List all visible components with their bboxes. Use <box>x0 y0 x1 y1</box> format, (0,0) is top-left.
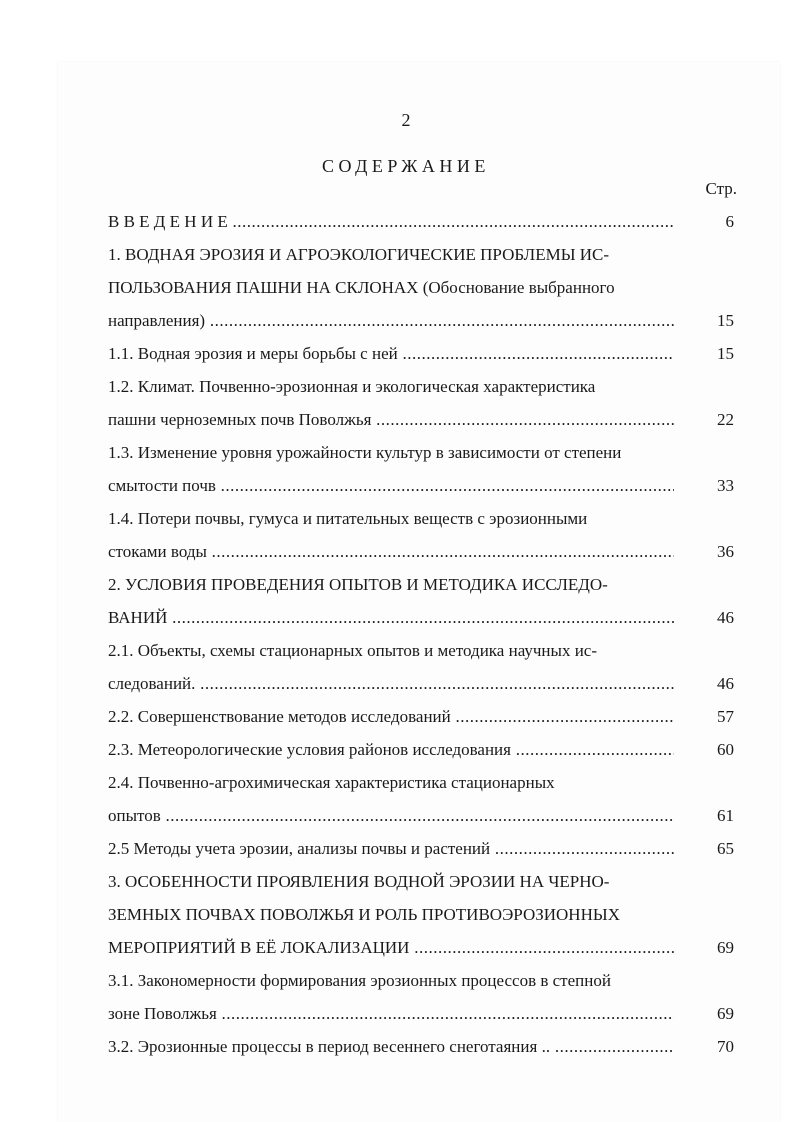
toc-entry <box>108 538 734 566</box>
toc-entry-page: 6 <box>725 212 734 231</box>
toc-entry-title: 1.3. Изменение уровня урожайности культур в зависимости от степени <box>108 443 622 462</box>
toc-entry-title: 1.4. Потери почвы, гумуса и питательных веществ с эрозионными <box>108 509 588 528</box>
toc-entry <box>108 571 734 599</box>
toc-entry-title: В В Е Д Е Н И Е ..... <box>108 208 674 236</box>
toc-entry <box>108 241 734 269</box>
toc-entry-page: 60 <box>717 740 734 759</box>
toc-entry <box>108 736 734 764</box>
toc-entry <box>108 769 734 797</box>
toc-entry-page: 15 <box>717 344 734 363</box>
toc-entry <box>108 802 734 830</box>
toc-entry-page: 46 <box>717 608 734 627</box>
toc-entry-page: 46 <box>717 674 734 693</box>
toc-entry <box>108 439 734 467</box>
toc-entry-title: 2.2. Совершенствование методов исследований ..... <box>108 703 674 731</box>
toc-entry-title: 2.1. Объекты, схемы стационарных опытов и методика научных ис- <box>108 641 597 660</box>
toc-entry <box>108 835 734 863</box>
toc-entry-title: ЗЕМНЫХ ПОЧВАХ ПОВОЛЖЬЯ И РОЛЬ ПРОТИВОЭРОЗИОННЫХ <box>108 905 620 924</box>
toc-entry-title: следований. ..... <box>108 670 674 698</box>
toc-entry-page: 33 <box>717 476 734 495</box>
toc-entry <box>108 208 734 236</box>
toc-entry-title: 2.4. Почвенно-агрохимическая характеристика стационарных <box>108 773 555 792</box>
toc-entry-title: 3. ОСОБЕННОСТИ ПРОЯВЛЕНИЯ ВОДНОЙ ЭРОЗИИ НА ЧЕРНО- <box>108 872 610 891</box>
toc-entry <box>108 307 734 335</box>
toc-entry-page: 70 <box>717 1037 734 1056</box>
toc-entry-title: 3.1. Закономерности формирования эрозионных процессов в степной <box>108 971 611 990</box>
toc-entry <box>108 934 734 962</box>
toc-entry-title: пашни черноземных почв Поволжья ..... <box>108 406 674 434</box>
toc-entry-page: 69 <box>717 1004 734 1023</box>
toc-entry <box>108 604 734 632</box>
toc-entry-title: ПОЛЬЗОВАНИЯ ПАШНИ НА СКЛОНАХ (Обоснование выбранного <box>108 278 615 297</box>
toc-entry-page: 36 <box>717 542 734 561</box>
toc-entry-title: МЕРОПРИЯТИЙ В ЕЁ ЛОКАЛИЗАЦИИ ..... <box>108 934 674 962</box>
toc-entry <box>108 670 734 698</box>
toc-entry-title: смытости почв ..... <box>108 472 674 500</box>
toc-entry-page: 69 <box>717 938 734 957</box>
toc-entry-title: 2.5 Методы учета эрозии, анализы почвы и растений ..... <box>108 835 674 863</box>
toc-entry-title: стоками воды ..... <box>108 538 674 566</box>
toc-entry-title: 3.2. Эрозионные процессы в период весеннего снеготаяния .. ..... <box>108 1033 674 1061</box>
toc-entry-page: 15 <box>717 311 734 330</box>
toc-entry <box>108 472 734 500</box>
toc-entry <box>108 1000 734 1028</box>
toc-entry-page: 22 <box>717 410 734 429</box>
toc-entry <box>108 406 734 434</box>
toc-entry-title: опытов ..... <box>108 802 674 830</box>
toc-entry-page: 65 <box>717 839 734 858</box>
toc-title: СОДЕРЖАНИЕ <box>322 156 490 176</box>
toc-entry-page: 57 <box>717 707 734 726</box>
toc-entry-title: зоне Поволжья ..... <box>108 1000 674 1028</box>
toc-entry <box>108 703 734 731</box>
toc-entry-title: 2. УСЛОВИЯ ПРОВЕДЕНИЯ ОПЫТОВ И МЕТОДИКА ИССЛЕДО- <box>108 575 608 594</box>
page-column-header: Стр. <box>705 179 737 198</box>
page-number: 2 <box>401 110 411 130</box>
toc-entry-title: 1. ВОДНАЯ ЭРОЗИЯ И АГРОЭКОЛОГИЧЕСКИЕ ПРОБЛЕМЫ ИС- <box>108 245 610 264</box>
toc-entry-page: 61 <box>717 806 734 825</box>
toc-entry-title: 1.2. Климат. Почвенно-эрозионная и экологическая характеристика <box>108 377 596 396</box>
toc-entry-title: 1.1. Водная эрозия и меры борьбы с ней ..... <box>108 340 674 368</box>
toc-entry <box>108 274 734 302</box>
toc-entry-title: направления) ..... <box>108 307 674 335</box>
toc-entry-title: ВАНИЙ ..... <box>108 604 674 632</box>
toc-entry <box>108 1033 734 1061</box>
toc-entry <box>108 373 734 401</box>
toc-entry <box>108 340 734 368</box>
toc-entry <box>108 967 734 995</box>
toc-entry <box>108 868 734 896</box>
toc-entry <box>108 637 734 665</box>
toc-entry-title: 2.3. Метеорологические условия районов исследования ..... <box>108 736 674 764</box>
toc-entry <box>108 901 734 929</box>
toc-entry <box>108 505 734 533</box>
